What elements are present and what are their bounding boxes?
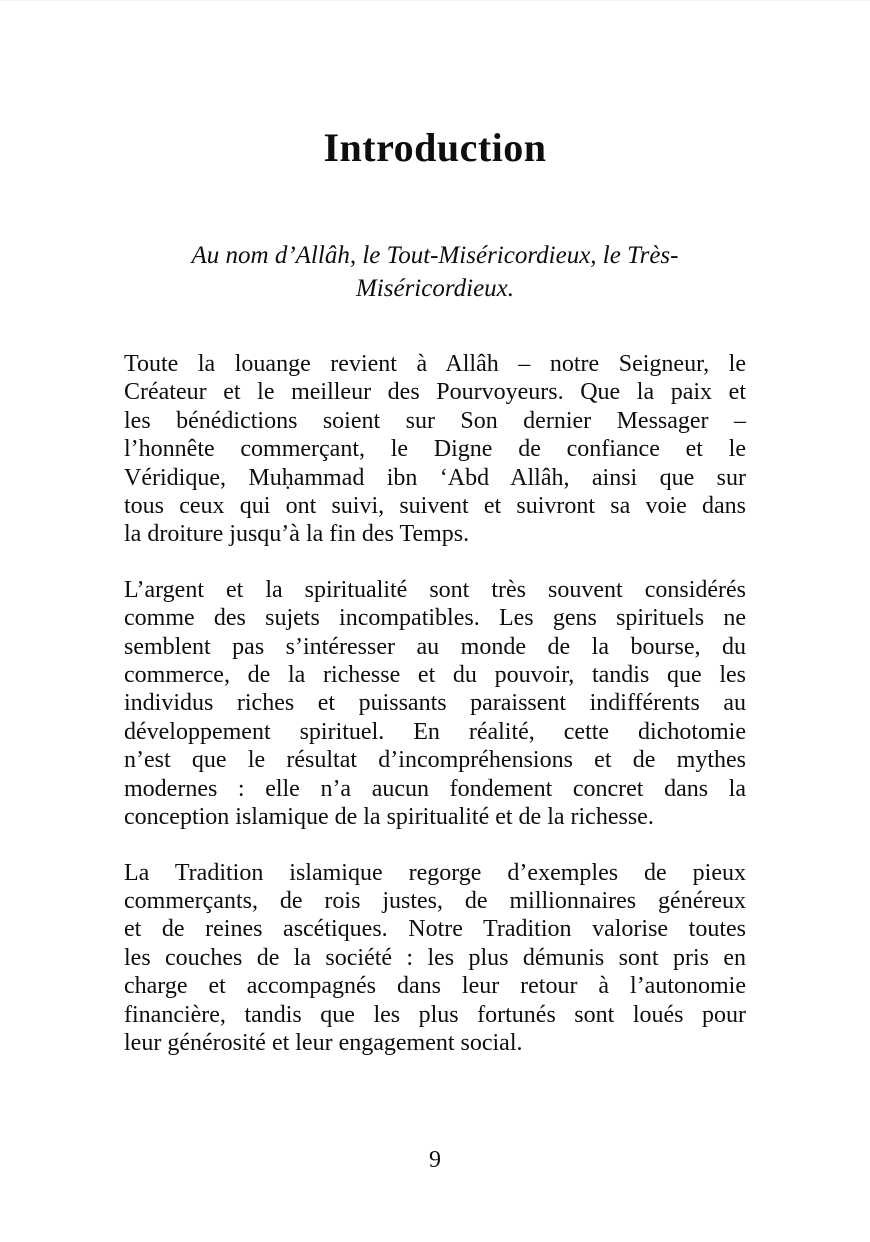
body-line: développement spirituel. En réalité, cette dichotomie — [124, 718, 746, 745]
body-line: semblent pas s’intéresser au monde de la bourse, du — [124, 633, 746, 660]
body-line: Créateur et le meilleur des Pourvoyeurs. Que la paix et — [124, 379, 746, 406]
body-line: leur générosité et leur engagement social. — [124, 1029, 523, 1056]
body-line: modernes : elle n’a aucun fondement concret dans la — [124, 775, 746, 802]
body-line: charge et accompagnés dans leur retour à l’autonomie — [124, 973, 746, 1000]
body-line: individus riches et puissants paraissent indifférents au — [124, 690, 746, 717]
body-line: les couches de la société : les plus démunis sont pris en — [124, 944, 746, 971]
body-line: L’argent et la spiritualité sont très souvent considérés — [124, 576, 746, 603]
body-line: Véridique, Muḥammad ibn ‘Abd Allâh, ainsi que sur — [124, 464, 746, 491]
page-number: 9 — [429, 1147, 441, 1174]
chapter-title: Introduction — [323, 125, 547, 170]
body-line: la droiture jusqu’à la fin des Temps. — [124, 521, 470, 548]
body-text — [124, 350, 746, 1057]
body-line: La Tradition islamique regorge d’exemples de pieux — [124, 859, 746, 886]
body-line: n’est que le résultat d’incompréhensions et de mythes — [124, 747, 746, 774]
body-line: Toute la louange revient à Allâh – notre Seigneur, le — [124, 351, 746, 377]
body-line: les bénédictions soient sur Son dernier Messager – — [124, 407, 746, 434]
body-line: comme des sujets incompatibles. Les gens spirituels ne — [124, 605, 746, 632]
paragraph — [124, 859, 746, 1058]
body-line: l’honnête commerçant, le Digne de confiance et le — [124, 436, 746, 463]
body-line: et de reines ascétiques. Notre Tradition valorise toutes — [124, 916, 746, 943]
epigraph-line: Au nom d’Allâh, le Tout-Miséricordieux, le Très- — [191, 242, 679, 269]
body-line: tous ceux qui ont suivi, suivent et suivront sa voie dans — [124, 493, 746, 520]
paragraph — [124, 350, 746, 549]
body-line: conception islamique de la spiritualité et de la richesse. — [124, 804, 654, 831]
paragraph — [124, 576, 746, 832]
epigraph — [0, 239, 870, 305]
body-line: commerce, de la richesse et du pouvoir, tandis que les — [124, 662, 746, 689]
body-line: commerçants, de rois justes, de millionnaires généreux — [124, 887, 746, 914]
epigraph-line: Miséricordieux. — [355, 275, 515, 302]
body-line: financière, tandis que les plus fortunés sont loués pour — [124, 1001, 746, 1028]
